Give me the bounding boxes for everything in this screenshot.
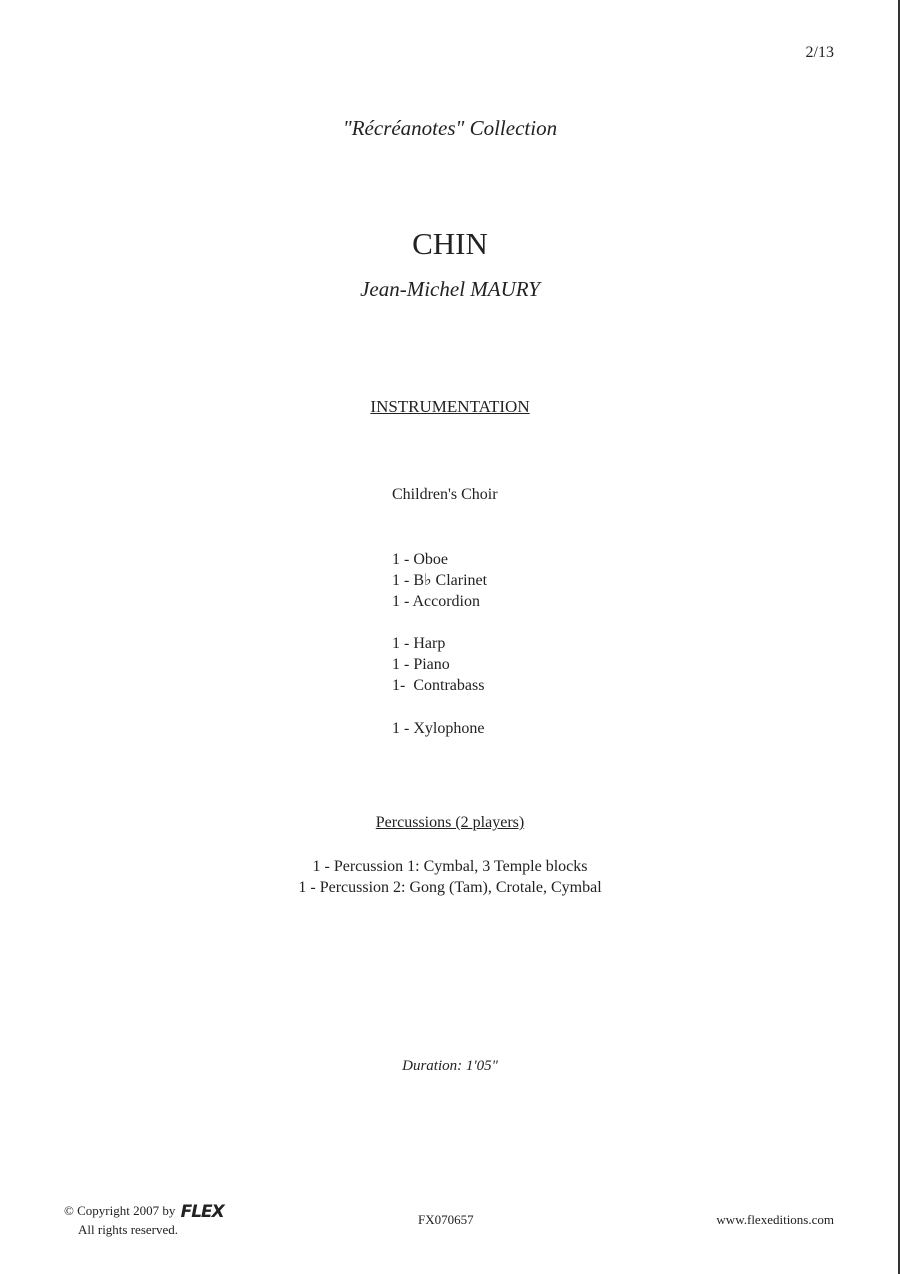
- percussion-item: 1 - Percussion 1: Cymbal, 3 Temple blocks: [312, 858, 588, 875]
- piece-title: CHIN: [412, 226, 488, 261]
- instrument-item: 1- Contrabass: [392, 677, 485, 694]
- flex-logo: FLEX: [180, 1202, 224, 1222]
- instrument-item: 1 - Piano: [392, 656, 450, 673]
- instrument-item: 1 - Accordion: [392, 593, 480, 610]
- percussion-item: 1 - Percussion 2: Gong (Tam), Crotale, Cymbal: [298, 879, 602, 896]
- composer-name: Jean-Michel MAURY: [360, 277, 540, 301]
- choir-label: Children's Choir: [392, 486, 498, 503]
- copyright-notice: [64, 1202, 224, 1238]
- instrument-item: 1 - Xylophone: [392, 720, 485, 737]
- copyright-text: © Copyright 2007 by: [64, 1203, 176, 1218]
- catalog-code: FX070657: [418, 1212, 474, 1227]
- percussion-heading: [0, 814, 900, 832]
- rights-text: All rights reserved.: [78, 1222, 179, 1237]
- collection-name: "Récréanotes" Collection: [342, 116, 558, 140]
- instrumentation-heading: [0, 397, 900, 417]
- duration-label: Duration: 1'05": [402, 1058, 498, 1074]
- instrument-group-mallets: [392, 718, 484, 739]
- percussion-heading-text: Percussions (2 players): [375, 814, 525, 831]
- instrument-item: 1 - Oboe: [392, 551, 448, 568]
- instrument-group-strings-keys: [392, 633, 484, 696]
- percussion-list: [0, 856, 900, 898]
- instrumentation-heading-text: INSTRUMENTATION: [370, 397, 530, 416]
- instrument-group-winds: [392, 549, 487, 612]
- instrument-item: 1 - Harp: [392, 635, 446, 652]
- website-url: www.flexeditions.com: [716, 1212, 834, 1227]
- page-number: 2/13: [805, 44, 834, 61]
- instrument-item: 1 - B♭ Clarinet: [392, 572, 488, 589]
